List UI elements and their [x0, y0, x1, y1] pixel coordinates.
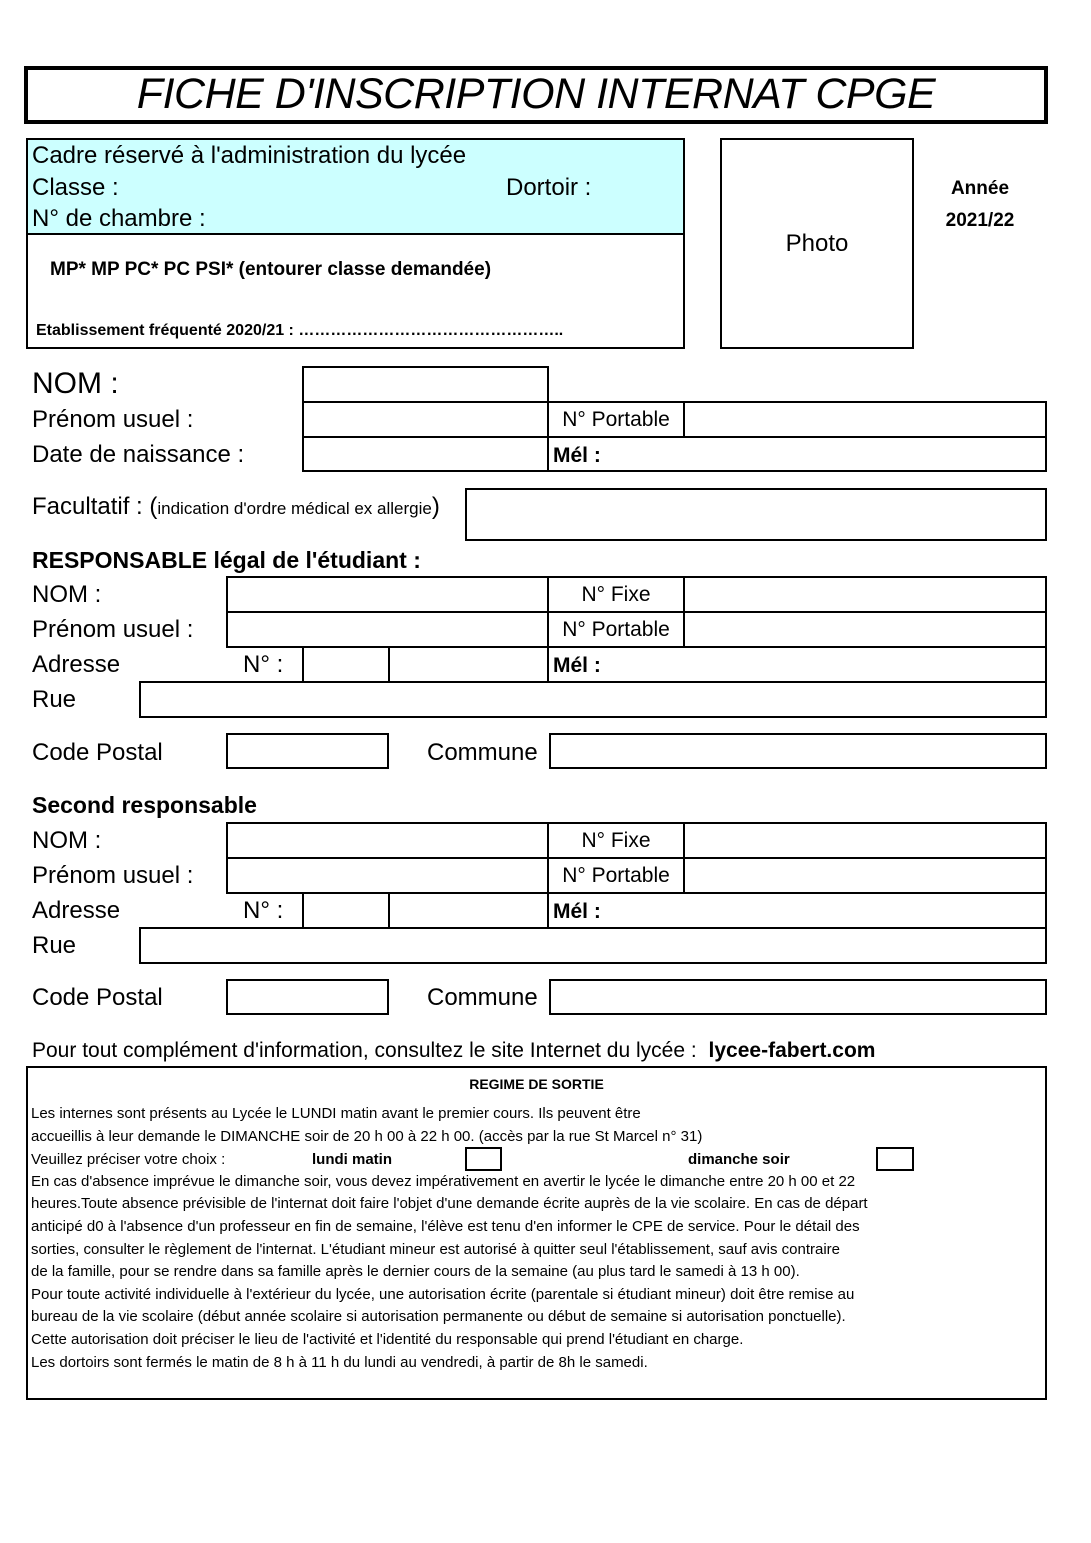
- responsable-heading-rest: légal de l'étudiant :: [207, 547, 421, 573]
- facultatif-hint: indication d'ordre médical ex allergie: [157, 499, 432, 518]
- resp-commune-label: Commune: [427, 739, 538, 766]
- resp-adresse-label: Adresse: [32, 651, 121, 678]
- classes-list[interactable]: MP* MP PC* PC PSI* (entourer classe demandée): [50, 259, 492, 280]
- resp-nom-label: NOM :: [32, 581, 102, 608]
- second-rue-label: Rue: [32, 932, 77, 959]
- sortie-line: Les dortoirs sont fermés le matin de 8 h à 11 h du lundi au vendredi, à partir de 8h le samedi.: [31, 1354, 648, 1371]
- sortie-line: Les internes sont présents au Lycée le LUNDI matin avant le premier cours. Ils peuvent être: [31, 1105, 641, 1122]
- etablissement-label: Etablissement fréquenté 2020/21 : …………………………………………..: [36, 322, 564, 339]
- second-adresse-label: Adresse: [32, 897, 121, 924]
- admin-title: Cadre réservé à l'administration du lycée: [32, 142, 467, 169]
- admin-chambre-label: N° de chambre :: [32, 205, 206, 232]
- photo-label: Photo: [785, 230, 849, 257]
- sortie-line: bureau de la vie scolaire (début année scolaire si autorisation permanente ou début de semaine si autorisation ponctuelle).: [31, 1308, 846, 1325]
- option-lundi-label: lundi matin: [312, 1151, 392, 1168]
- second-code-postal-input[interactable]: [226, 979, 389, 1015]
- resp-prenom-label: Prénom usuel :: [32, 616, 194, 643]
- second-prenom-input[interactable]: [226, 857, 549, 894]
- resp-prenom-input[interactable]: [226, 611, 549, 648]
- option-lundi-checkbox[interactable]: [465, 1147, 502, 1171]
- second-numero-label: N° :: [243, 897, 284, 924]
- site-link[interactable]: lycee-fabert.com: [708, 1039, 876, 1062]
- student-prenom-input[interactable]: [302, 401, 549, 438]
- second-heading: Second responsable: [32, 792, 257, 818]
- student-mel-label: Mél :: [553, 444, 601, 467]
- sortie-line: En cas d'absence imprévue le dimanche soir, vous devez impérativement en avertir le lycée le dimanche entre 20 h 00 et 22: [31, 1173, 856, 1190]
- student-nom-label: NOM :: [32, 367, 119, 400]
- student-portable-label: N° Portable: [562, 408, 670, 431]
- facultatif-label: [32, 495, 440, 519]
- info-line: [32, 1040, 875, 1061]
- second-mel-label: Mél :: [553, 900, 601, 923]
- admin-classe-label: Classe :: [32, 174, 119, 201]
- resp-portable-input[interactable]: [683, 611, 1047, 648]
- resp-numero-complement-input[interactable]: [388, 646, 549, 683]
- resp-nom-input[interactable]: [226, 576, 549, 613]
- resp-code-postal-input[interactable]: [226, 733, 389, 769]
- second-nom-input[interactable]: [226, 822, 549, 859]
- sortie-line: Pour toute activité individuelle à l'extérieur du lycée, une autorisation écrite (parentale si étudiant mineur) doit être remise au: [31, 1286, 855, 1303]
- resp-numero-label: N° :: [243, 651, 284, 678]
- sortie-line: accueillis à leur demande le DIMANCHE soir de 20 h 00 à 22 h 00. (accès par la rue St Marcel n° 31): [31, 1128, 703, 1145]
- facultatif-label-end: ): [431, 493, 440, 520]
- sortie-line: sorties, consulter le règlement de l'internat. L'étudiant mineur est autorisé à quitter seul l'établissement, sauf avis contraire: [31, 1241, 841, 1258]
- resp-rue-label: Rue: [32, 686, 77, 713]
- student-portable-input[interactable]: [683, 401, 1047, 438]
- second-numero-input[interactable]: [302, 892, 390, 929]
- sortie-line: Cette autorisation doit préciser le lieu de l'activité et l'identité du responsable qui prend l'étudiant en charge.: [31, 1331, 744, 1348]
- student-nom-input[interactable]: [302, 366, 549, 403]
- resp-mel-cell[interactable]: [547, 646, 1047, 683]
- resp-fixe-input[interactable]: [683, 576, 1047, 613]
- facultatif-label-start: Facultatif : (: [32, 493, 158, 520]
- info-text: Pour tout complément d'information, consultez le site Internet du lycée :: [32, 1039, 697, 1062]
- sortie-title: REGIME DE SORTIE: [469, 1076, 604, 1092]
- resp-numero-input[interactable]: [302, 646, 390, 683]
- resp-rue-input[interactable]: [139, 681, 1047, 718]
- facultatif-input[interactable]: [465, 488, 1047, 541]
- student-naissance-input[interactable]: [302, 436, 549, 472]
- responsable-heading-bold: RESPONSABLE: [32, 547, 208, 573]
- second-code-postal-label: Code Postal: [32, 984, 163, 1011]
- second-fixe-input[interactable]: [683, 822, 1047, 859]
- second-portable-label: N° Portable: [562, 864, 670, 887]
- annee-label: Année: [950, 178, 1010, 199]
- second-fixe-label: N° Fixe: [581, 829, 651, 852]
- second-prenom-label: Prénom usuel :: [32, 862, 194, 889]
- annee-value: 2021/22: [945, 210, 1015, 231]
- resp-commune-input[interactable]: [549, 733, 1047, 769]
- sortie-line: de la famille, pour se rendre dans sa famille après le dernier cours de la semaine (au plus tard le samedi à 13 h 00).: [31, 1263, 800, 1280]
- student-naissance-label: Date de naissance :: [32, 441, 245, 468]
- resp-mel-label: Mél :: [553, 654, 601, 677]
- second-commune-label: Commune: [427, 984, 538, 1011]
- resp-fixe-label: N° Fixe: [581, 583, 651, 606]
- second-commune-input[interactable]: [549, 979, 1047, 1015]
- option-dimanche-checkbox[interactable]: [876, 1147, 914, 1171]
- second-numero-complement-input[interactable]: [388, 892, 549, 929]
- second-nom-label: NOM :: [32, 827, 102, 854]
- student-mel-cell[interactable]: [547, 436, 1047, 472]
- resp-code-postal-label: Code Postal: [32, 739, 163, 766]
- student-prenom-label: Prénom usuel :: [32, 406, 194, 433]
- option-dimanche-label: dimanche soir: [688, 1151, 790, 1168]
- choice-label: Veuillez préciser votre choix :: [31, 1151, 226, 1168]
- admin-dortoir-label: Dortoir :: [506, 174, 592, 201]
- sortie-line: anticipé d0 à l'absence d'un professeur en fin de semaine, l'élève est tenu d'en informer le CPE de service. Pour le détail des: [31, 1218, 860, 1235]
- responsable-heading: [32, 549, 421, 572]
- second-rue-input[interactable]: [139, 927, 1047, 964]
- sortie-line: heures.Toute absence prévisible de l'internat doit faire l'objet d'une demande écrite auprès de la vie scolaire. En cas de départ: [31, 1195, 868, 1212]
- second-mel-cell[interactable]: [547, 892, 1047, 929]
- second-portable-input[interactable]: [683, 857, 1047, 894]
- resp-portable-label: N° Portable: [562, 618, 670, 641]
- page-title: FICHE D'INSCRIPTION INTERNAT CPGE: [136, 70, 936, 118]
